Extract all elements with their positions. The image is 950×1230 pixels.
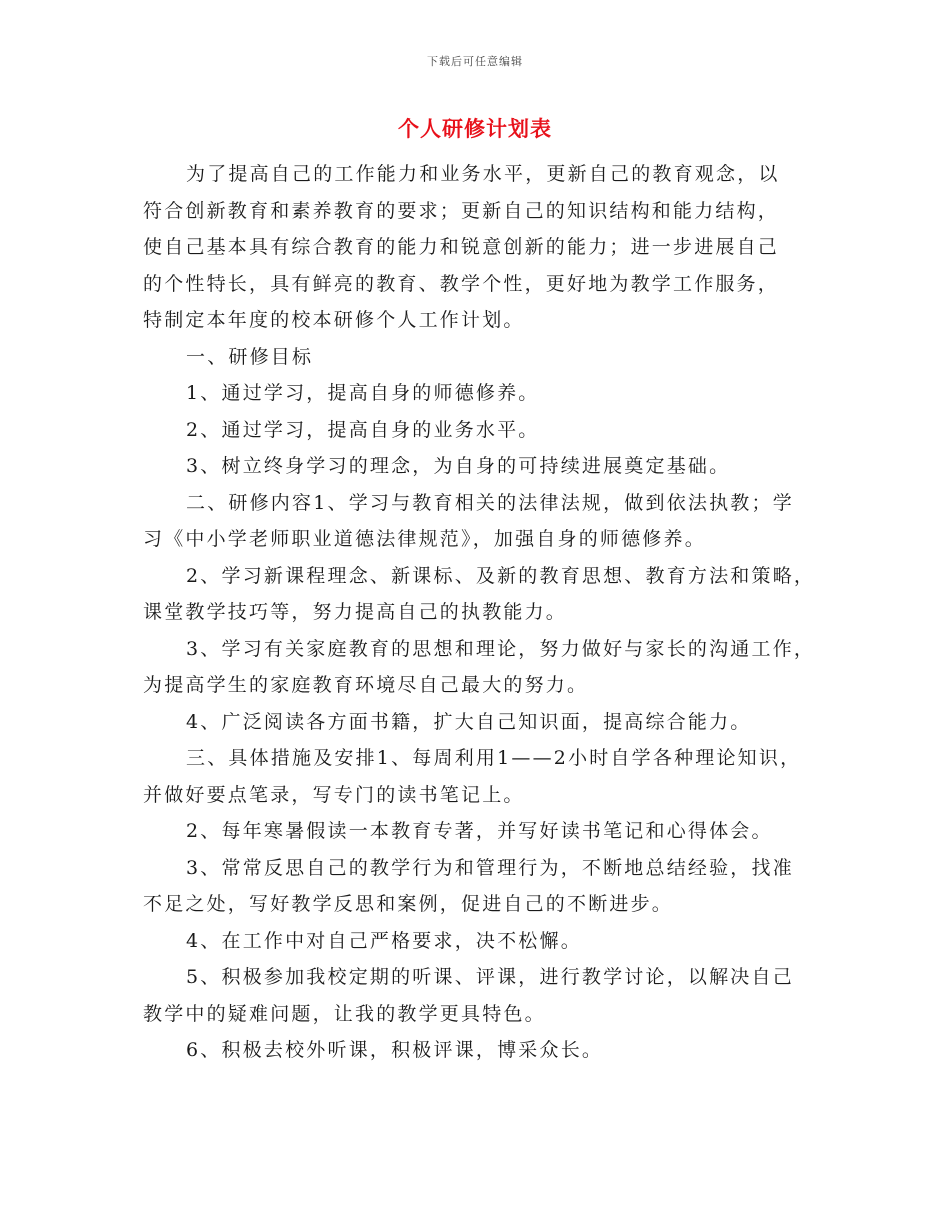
body-line: 为了提高自己的工作能力和业务水平，更新自己的教育观念，以 bbox=[186, 163, 780, 185]
body-line: 4、在工作中对自己严格要求，决不松懈。 bbox=[186, 929, 582, 952]
body-line: 1、通过学习，提高自身的师德修养。 bbox=[186, 382, 540, 404]
body-line: 特制定本年度的校本研修个人工作计划。 bbox=[143, 309, 525, 331]
body-line: 2、每年寒暑假读一本教育专著，并写好读书笔记和心得体会。 bbox=[186, 820, 773, 842]
body-line: 的个性特长，具有鲜亮的教育、教学个性，更好地为教学工作服务， bbox=[143, 272, 780, 295]
document-body bbox=[143, 156, 823, 1069]
body-line: 二、研修内容1、学习与教育相关的法律法规，做到依法执教；学 bbox=[186, 491, 794, 514]
body-line: 并做好要点笔录，写专门的读书笔记上。 bbox=[143, 783, 525, 806]
body-line: 3、树立终身学习的理念，为自身的可持续进展奠定基础。 bbox=[186, 455, 731, 477]
body-line: 三、具体措施及安排1、每周利用1——2小时自学各种理论知识， bbox=[186, 747, 802, 769]
body-line: 使自己基本具有综合教育的能力和锐意创新的能力；进一步进展自己 bbox=[143, 236, 780, 258]
body-line: 不足之处，写好教学反思和案例，促进自己的不断进步。 bbox=[143, 893, 674, 915]
body-line: 课堂教学技巧等，努力提高自己的执教能力。 bbox=[143, 601, 568, 623]
body-line: 2、通过学习，提高自身的业务水平。 bbox=[186, 418, 540, 441]
body-line: 习《中小学老师职业道德法律规范》，加强自身的师德修养。 bbox=[143, 528, 706, 550]
body-line: 2、学习新课程理念、新课标、及新的教育思想、教育方法和策略， bbox=[186, 564, 816, 587]
body-line: 3、常常反思自己的教学行为和管理行为，不断地总结经验，找准 bbox=[186, 856, 794, 879]
body-line: 符合创新教育和素养教育的要求；更新自己的知识结构和能力结构， bbox=[143, 199, 780, 222]
body-line: 4、广泛阅读各方面书籍，扩大自己知识面，提高综合能力。 bbox=[186, 710, 752, 733]
body-line: 5、积极参加我校定期的听课、评课，进行教学讨论，以解决自己 bbox=[186, 966, 794, 988]
body-line: 3、学习有关家庭教育的思想和理论，努力做好与家长的沟通工作， bbox=[186, 637, 816, 660]
body-line: 为提高学生的家庭教育环境尽自己最大的努力。 bbox=[143, 674, 589, 696]
body-line: 6、积极去校外听课，积极评课，博采众长。 bbox=[186, 1039, 604, 1061]
body-line: 一、研修目标 bbox=[186, 345, 314, 368]
document-title: 个人研修计划表 bbox=[398, 116, 552, 141]
header-note: 下载后可任意编辑 bbox=[427, 55, 523, 68]
body-line: 教学中的疑难问题，让我的教学更具特色。 bbox=[143, 1002, 546, 1025]
